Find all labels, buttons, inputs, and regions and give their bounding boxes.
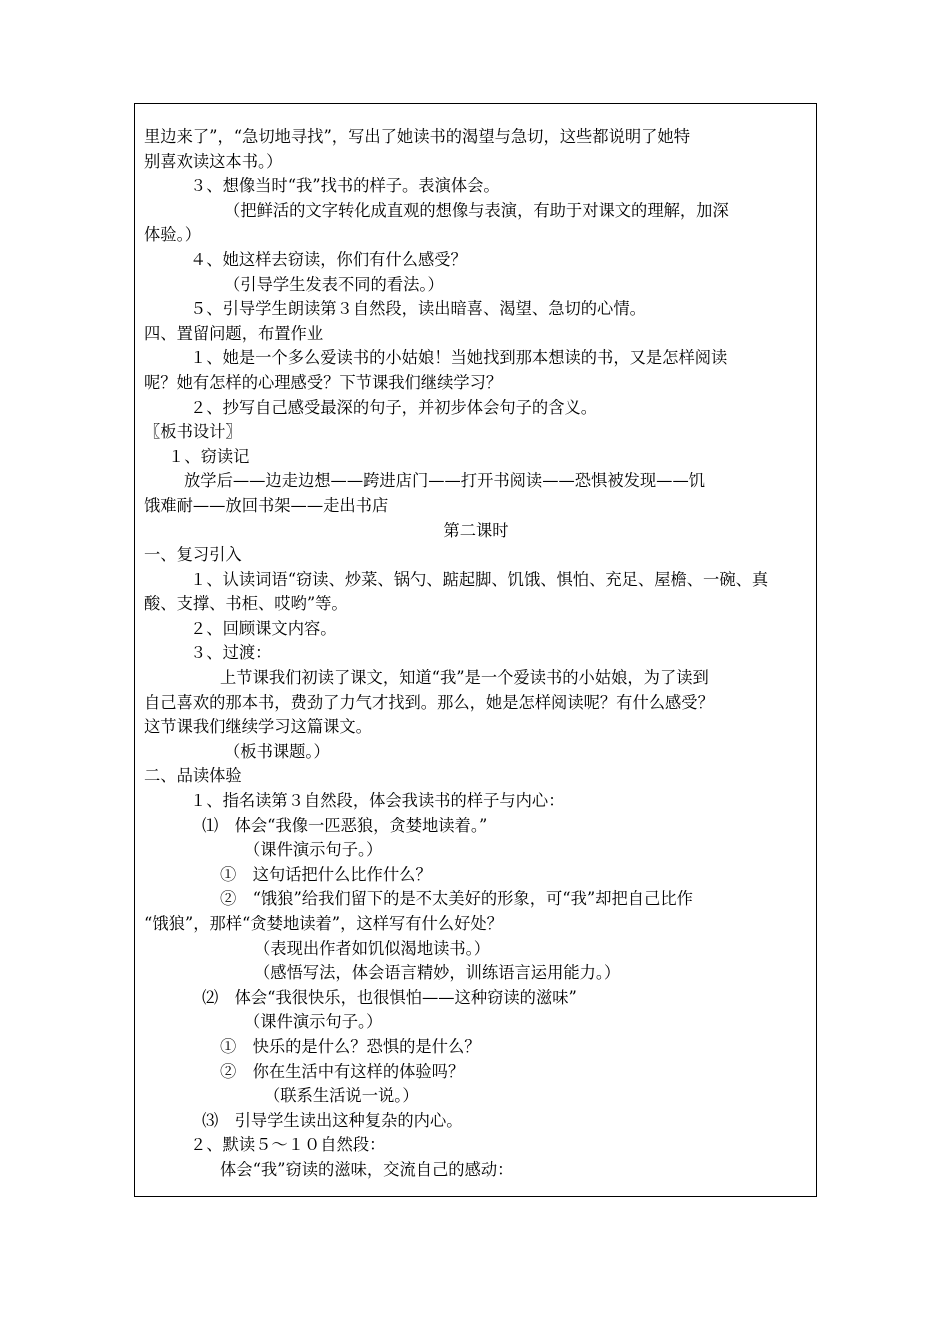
text-line: （课件演示句子。）	[244, 1012, 383, 1032]
text-line: ② “饿狼”给我们留下的是不太美好的形象，可“我”却把自己比作	[220, 889, 693, 909]
text-line: 体会“我”窃读的滋味，交流自己的感动：	[220, 1159, 514, 1179]
text-line: 体验。）	[144, 225, 201, 245]
text-line: 〖板书设计〗	[144, 422, 242, 442]
text-line: １、认读词语“窃读、炒菜、锅勺、踮起脚、饥饿、惧怕、充足、屋檐、一碗、真	[190, 569, 769, 589]
text-line: 放学后——边走边想——跨进店门——打开书阅读——恐惧被发现——饥	[184, 471, 706, 491]
text-line: ⑶ 引导学生读出这种复杂的内心。	[202, 1110, 463, 1130]
text-line: （课件演示句子。）	[244, 840, 383, 860]
text-line: （表现出作者如饥似渴地读书。）	[254, 938, 491, 958]
text-line: ２、抄写自己感受最深的句子，并初步体会句子的含义。	[190, 397, 598, 417]
text-line: 饿难耐——放回书架——走出书店	[144, 495, 389, 515]
document-body	[144, 125, 808, 1183]
text-line: （感悟写法，体会语言精妙，训练语言运用能力。）	[254, 963, 621, 983]
text-line: 第二课时	[443, 520, 509, 540]
text-line: （把鲜活的文字转化成直观的想像与表演，有助于对课文的理解，加深	[224, 200, 729, 220]
text-line: 这节课我们继续学习这篇课文。	[144, 717, 372, 737]
text-line: ⑴ 体会“我像一匹恶狼，贪婪地读着。”	[202, 815, 488, 835]
text-line: （联系生活说一说。）	[264, 1086, 419, 1106]
text-line: ⑵ 体会“我很快乐，也很惧怕——这种窃读的滋味”	[202, 987, 577, 1007]
text-line: ３、想像当时“我”找书的样子。表演体会。	[190, 176, 500, 196]
text-line: ２、回顾课文内容。	[190, 618, 337, 638]
text-line: ３、过渡：	[190, 643, 272, 663]
text-line: ４、她这样去窃读，你们有什么感受？	[190, 249, 467, 269]
text-line: 酸、支撑、书柜、哎哟”等。	[144, 594, 348, 614]
text-line: ５、引导学生朗读第３自然段，读出暗喜、渴望、急切的心情。	[190, 299, 646, 319]
text-line: （引导学生发表不同的看法。）	[224, 274, 444, 294]
text-line: 别喜欢读这本书。）	[144, 151, 283, 171]
text-line: ２、默读５～１０自然段：	[190, 1135, 386, 1155]
text-line: １、指名读第３自然段，体会我读书的样子与内心：	[190, 791, 565, 811]
text-line: ① 这句话把什么比作什么？	[220, 864, 432, 884]
text-line: 上节课我们初读了课文，知道“我”是一个爱读书的小姑娘，为了读到	[220, 668, 709, 688]
text-line: 自己喜欢的那本书，费劲了力气才找到。那么，她是怎样阅读呢？有什么感受？	[144, 692, 714, 712]
text-line: １、窃读记	[168, 446, 250, 466]
text-line: 四、置留问题，布置作业	[144, 323, 324, 343]
text-line: “饿狼”，那样“贪婪地读着”，这样写有什么好处？	[144, 914, 503, 933]
text-line: （板书课题。）	[224, 741, 330, 761]
text-line: ② 你在生活中有这样的体验吗？	[220, 1061, 465, 1081]
text-line: ① 快乐的是什么？恐惧的是什么？	[220, 1036, 481, 1056]
text-line: 呢？她有怎样的心理感受？下节课我们继续学习？	[144, 372, 503, 392]
text-line: 里边来了”，“急切地寻找”，写出了她读书的渴望与急切，这些都说明了她特	[144, 127, 690, 146]
text-line: 一、复习引入	[144, 545, 242, 565]
text-line: １、她是一个多么爱读书的小姑娘！当她找到那本想读的书，又是怎样阅读	[190, 348, 728, 368]
text-line: 二、品读体验	[144, 766, 242, 786]
